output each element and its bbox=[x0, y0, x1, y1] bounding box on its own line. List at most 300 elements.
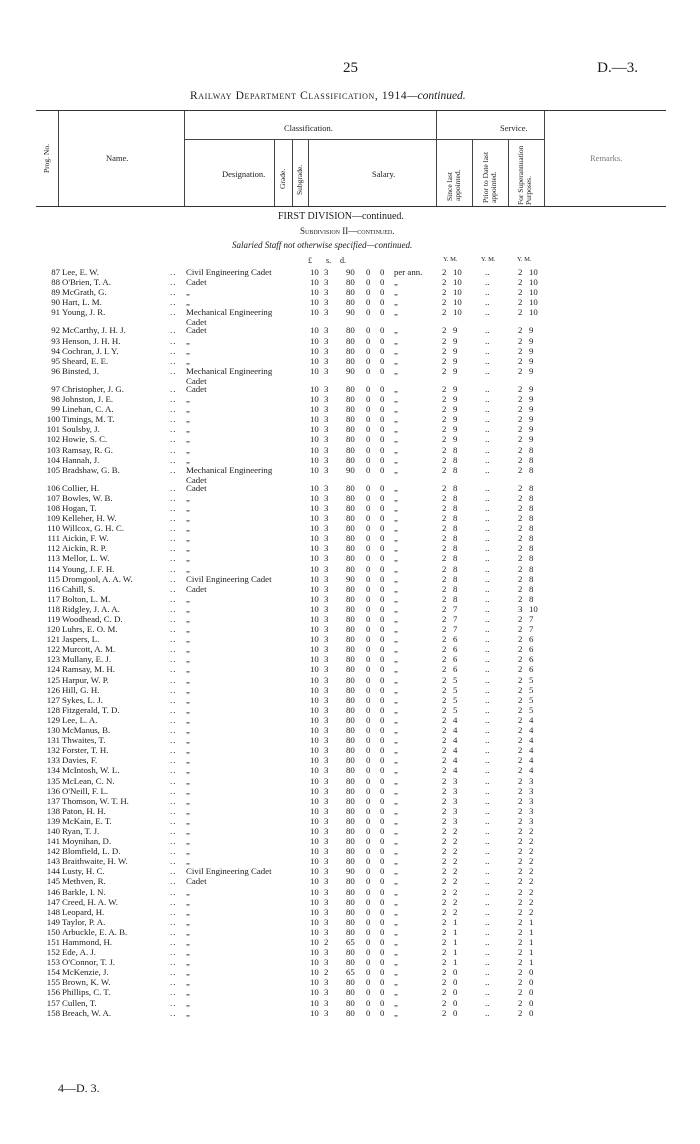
cell-salary-period: „ bbox=[394, 365, 398, 376]
cell-designation: „ bbox=[186, 414, 190, 425]
cell-since-years: 2 bbox=[442, 846, 447, 857]
cell-designation: „ bbox=[186, 735, 190, 746]
cell-prog-no: 126 bbox=[46, 684, 60, 695]
leader-dots: .. bbox=[170, 325, 177, 336]
title-main: Railway Department Classification, 1914 bbox=[190, 90, 408, 102]
cell-super-months: 9 bbox=[529, 355, 534, 366]
cell-prog-no: 153 bbox=[46, 957, 60, 968]
cell-super-months: 6 bbox=[529, 654, 534, 665]
table-row bbox=[0, 766, 700, 776]
cell-salary-shillings: 0 bbox=[366, 267, 371, 277]
cell-since-months: 8 bbox=[453, 444, 458, 455]
cell-name: Aickin, R. P. bbox=[62, 543, 107, 554]
cell-salary-shillings: 0 bbox=[366, 307, 371, 318]
cell-super-years: 2 bbox=[518, 533, 523, 544]
cell-since-months: 10 bbox=[453, 287, 462, 298]
cell-super-months: 1 bbox=[529, 926, 534, 937]
unit-shillings: s. bbox=[326, 256, 332, 265]
cell-name: O'Neill, F. L. bbox=[62, 785, 109, 796]
cell-super-months: 1 bbox=[529, 947, 534, 958]
cell-super-months: 2 bbox=[529, 886, 534, 897]
cell-super-months: 2 bbox=[529, 836, 534, 847]
cell-subgrade: 3 bbox=[324, 634, 329, 645]
cell-subgrade: 3 bbox=[324, 977, 329, 988]
cell-since-years: 2 bbox=[442, 775, 447, 786]
cell-prog-no: 157 bbox=[46, 997, 60, 1008]
cell-since-months: 2 bbox=[453, 896, 458, 907]
leader-dots: .. bbox=[170, 335, 177, 346]
cell-salary-pence: 0 bbox=[380, 906, 385, 917]
cell-salary-period: „ bbox=[394, 926, 398, 937]
cell-subgrade: 3 bbox=[324, 482, 329, 493]
cell-salary-period: „ bbox=[394, 603, 398, 614]
cell-salary-period: „ bbox=[394, 664, 398, 675]
cell-grade: 10 bbox=[310, 694, 319, 705]
cell-designation: „ bbox=[186, 896, 190, 907]
cell-super-months: 4 bbox=[529, 755, 534, 766]
cell-salary-pounds: 80 bbox=[346, 795, 355, 806]
leader-dots: .. bbox=[170, 482, 177, 493]
cell-since-years: 2 bbox=[442, 755, 447, 766]
cell-super-months: 4 bbox=[529, 725, 534, 736]
cell-prog-no: 135 bbox=[46, 775, 60, 786]
cell-grade: 10 bbox=[310, 725, 319, 736]
cell-prog-no: 116 bbox=[47, 583, 60, 594]
cell-prog-no: 124 bbox=[46, 664, 60, 675]
cell-subgrade: 3 bbox=[324, 543, 329, 554]
cell-salary-pence: 0 bbox=[380, 325, 385, 336]
leader-dots: .. bbox=[170, 997, 177, 1008]
cell-salary-shillings: 0 bbox=[366, 815, 371, 826]
cell-salary-pence: 0 bbox=[380, 634, 385, 645]
cell-prog-no: 113 bbox=[47, 553, 60, 564]
cell-salary-pounds: 80 bbox=[346, 502, 355, 513]
cell-salary-pence: 0 bbox=[380, 644, 385, 655]
cell-since-years: 2 bbox=[442, 765, 447, 776]
cell-since-months: 8 bbox=[453, 543, 458, 554]
cell-salary-pounds: 80 bbox=[346, 704, 355, 715]
cell-salary-pounds: 80 bbox=[346, 836, 355, 847]
cell-name: Thomson, W. T. H. bbox=[62, 795, 129, 806]
leader-dots: .. bbox=[170, 795, 177, 806]
cell-salary-shillings: 0 bbox=[366, 523, 371, 534]
leader-dots: .. bbox=[170, 533, 177, 544]
cell-salary-period: „ bbox=[394, 725, 398, 736]
cell-prior-years: .. bbox=[485, 745, 490, 756]
cell-name: Binsted, J. bbox=[62, 365, 99, 376]
leader-dots: .. bbox=[170, 926, 177, 937]
cell-since-months: 9 bbox=[453, 345, 458, 356]
cell-since-years: 2 bbox=[442, 287, 447, 298]
cell-prog-no: 131 bbox=[46, 735, 60, 746]
cell-since-years: 2 bbox=[442, 836, 447, 847]
cell-subgrade: 3 bbox=[324, 997, 329, 1008]
cell-prog-no: 105 bbox=[46, 464, 60, 475]
cell-subgrade: 3 bbox=[324, 765, 329, 776]
cell-super-years: 2 bbox=[518, 664, 523, 675]
cell-salary-pounds: 80 bbox=[346, 383, 355, 394]
cell-super-months: 7 bbox=[529, 624, 534, 635]
cell-prior-years: .. bbox=[485, 345, 490, 356]
cell-since-months: 1 bbox=[453, 937, 458, 947]
cell-salary-pounds: 80 bbox=[346, 775, 355, 786]
cell-salary-period: „ bbox=[394, 523, 398, 534]
cell-since-months: 4 bbox=[453, 765, 458, 776]
cell-salary-shillings: 0 bbox=[366, 563, 371, 574]
unit-pence: d. bbox=[340, 256, 346, 265]
cell-name: Leopard, H. bbox=[62, 906, 105, 917]
cell-since-years: 2 bbox=[442, 735, 447, 746]
cell-super-years: 2 bbox=[518, 454, 523, 465]
cell-salary-pounds: 80 bbox=[346, 533, 355, 544]
cell-name: Phillips, C. T. bbox=[62, 987, 111, 998]
cell-super-months: 5 bbox=[529, 694, 534, 705]
cell-grade: 10 bbox=[310, 846, 319, 857]
cell-since-months: 8 bbox=[453, 492, 458, 503]
cell-prog-no: 128 bbox=[46, 704, 60, 715]
cell-designation: „ bbox=[186, 836, 190, 847]
cell-salary-pence: 0 bbox=[380, 335, 385, 346]
cell-grade: 10 bbox=[310, 614, 319, 624]
cell-designation: „ bbox=[186, 624, 190, 635]
cell-salary-shillings: 0 bbox=[366, 513, 371, 524]
cell-prog-no: 92 bbox=[51, 325, 60, 336]
cell-since-months: 0 bbox=[453, 997, 458, 1008]
cell-grade: 10 bbox=[310, 836, 319, 847]
cell-since-months: 2 bbox=[453, 846, 458, 857]
cell-name: Ryan, T. J. bbox=[62, 825, 100, 836]
table-header bbox=[36, 110, 666, 207]
cell-subgrade: 3 bbox=[324, 947, 329, 958]
cell-since-months: 0 bbox=[453, 987, 458, 998]
cell-grade: 10 bbox=[310, 414, 319, 425]
cell-salary-period: „ bbox=[394, 573, 398, 584]
cell-salary-period: „ bbox=[394, 513, 398, 524]
cell-since-months: 6 bbox=[453, 644, 458, 655]
header-prog-no: Prog. No. bbox=[42, 144, 51, 173]
cell-designation: „ bbox=[186, 523, 190, 534]
cell-salary-pounds: 80 bbox=[346, 297, 355, 308]
cell-super-months: 3 bbox=[529, 805, 534, 816]
cell-salary-shillings: 0 bbox=[366, 593, 371, 604]
cell-since-months: 8 bbox=[453, 502, 458, 513]
table-row bbox=[0, 435, 700, 445]
cell-prior-years: .. bbox=[485, 513, 490, 524]
cell-designation: „ bbox=[186, 997, 190, 1008]
cell-salary-pence: 0 bbox=[380, 593, 385, 604]
cell-salary-pence: 0 bbox=[380, 977, 385, 988]
cell-super-months: 9 bbox=[529, 424, 534, 435]
cell-grade: 10 bbox=[310, 287, 319, 298]
cell-name: Sheard, E. E. bbox=[62, 355, 109, 366]
cell-subgrade: 3 bbox=[324, 714, 329, 725]
cell-since-years: 2 bbox=[442, 345, 447, 356]
cell-name: Soulsby, J. bbox=[62, 424, 100, 435]
cell-salary-period: „ bbox=[394, 307, 398, 318]
cell-designation: „ bbox=[186, 745, 190, 756]
cell-super-years: 2 bbox=[518, 593, 523, 604]
cell-salary-shillings: 0 bbox=[366, 634, 371, 645]
cell-name: Johnston, J. E. bbox=[62, 394, 114, 405]
cell-super-months: 10 bbox=[529, 277, 538, 288]
cell-salary-period: „ bbox=[394, 634, 398, 645]
cell-salary-period: „ bbox=[394, 644, 398, 655]
cell-salary-period: „ bbox=[394, 825, 398, 836]
cell-name: Mellor, L. W. bbox=[62, 553, 110, 564]
cell-super-years: 2 bbox=[518, 896, 523, 907]
cell-since-months: 1 bbox=[453, 957, 458, 968]
cell-salary-shillings: 0 bbox=[366, 896, 371, 907]
cell-super-months: 8 bbox=[529, 553, 534, 564]
cell-subgrade: 3 bbox=[324, 876, 329, 887]
cell-salary-period: „ bbox=[394, 997, 398, 1008]
cell-grade: 10 bbox=[310, 267, 319, 277]
cell-salary-pounds: 80 bbox=[346, 987, 355, 998]
cell-salary-period: „ bbox=[394, 563, 398, 574]
leader-dots: .. bbox=[170, 957, 177, 968]
cell-super-months: 10 bbox=[529, 287, 538, 298]
cell-super-months: 6 bbox=[529, 664, 534, 675]
cell-prog-no: 150 bbox=[46, 926, 60, 937]
header-superannuation: For Superannuation Purposes. bbox=[516, 145, 533, 205]
cell-designation: Mechanical Engineering bbox=[186, 307, 273, 318]
cell-prior-years: .. bbox=[485, 603, 490, 614]
cell-subgrade: 3 bbox=[324, 603, 329, 614]
cell-super-years: 2 bbox=[518, 745, 523, 756]
cell-since-years: 2 bbox=[442, 815, 447, 826]
cell-salary-period: „ bbox=[394, 624, 398, 635]
cell-name: Young, J. R. bbox=[62, 307, 106, 318]
cell-prior-years: .. bbox=[485, 765, 490, 776]
cell-salary-period: „ bbox=[394, 383, 398, 394]
cell-salary-pounds: 80 bbox=[346, 644, 355, 655]
cell-salary-period: „ bbox=[394, 836, 398, 847]
cell-subgrade: 3 bbox=[324, 886, 329, 897]
cell-super-years: 2 bbox=[518, 553, 523, 564]
cell-prog-no: 114 bbox=[47, 563, 60, 574]
leader-dots: .. bbox=[170, 987, 177, 998]
unit-ym-super: Y. M. bbox=[517, 256, 532, 263]
cell-prior-years: .. bbox=[485, 856, 490, 867]
cell-salary-shillings: 0 bbox=[366, 654, 371, 665]
cell-salary-pounds: 80 bbox=[346, 735, 355, 746]
cell-salary-pounds: 90 bbox=[346, 866, 355, 877]
cell-since-years: 2 bbox=[442, 444, 447, 455]
cell-salary-period: „ bbox=[394, 287, 398, 298]
leader-dots: .. bbox=[170, 805, 177, 816]
cell-super-years: 2 bbox=[518, 444, 523, 455]
cell-salary-period: „ bbox=[394, 434, 398, 445]
cell-salary-pence: 0 bbox=[380, 987, 385, 998]
cell-since-years: 2 bbox=[442, 694, 447, 705]
cell-salary-period: „ bbox=[394, 886, 398, 897]
cell-designation: „ bbox=[186, 987, 190, 998]
cell-super-months: 2 bbox=[529, 896, 534, 907]
leader-dots: .. bbox=[170, 492, 177, 503]
cell-salary-pence: 0 bbox=[380, 674, 385, 685]
cell-subgrade: 3 bbox=[324, 533, 329, 544]
leader-dots: .. bbox=[170, 846, 177, 857]
cell-prior-years: .. bbox=[485, 947, 490, 958]
cell-subgrade: 3 bbox=[324, 404, 329, 415]
cell-super-years: 2 bbox=[518, 735, 523, 746]
cell-salary-pence: 0 bbox=[380, 694, 385, 705]
cell-salary-pence: 0 bbox=[380, 785, 385, 796]
cell-since-months: 9 bbox=[453, 434, 458, 445]
cell-salary-period: „ bbox=[394, 454, 398, 465]
cell-designation: „ bbox=[186, 906, 190, 917]
cell-name: Davies, F. bbox=[62, 755, 98, 766]
cell-salary-pence: 0 bbox=[380, 725, 385, 736]
leader-dots: .. bbox=[170, 404, 177, 415]
cell-since-years: 2 bbox=[442, 583, 447, 594]
cell-prog-no: 118 bbox=[47, 603, 60, 614]
cell-grade: 10 bbox=[310, 684, 319, 695]
cell-subgrade: 3 bbox=[324, 454, 329, 465]
cell-prior-years: .. bbox=[485, 482, 490, 493]
cell-designation: „ bbox=[186, 553, 190, 564]
cell-salary-pence: 0 bbox=[380, 886, 385, 897]
cell-since-months: 3 bbox=[453, 785, 458, 796]
cell-since-months: 1 bbox=[453, 916, 458, 927]
leader-dots: .. bbox=[170, 454, 177, 465]
cell-grade: 10 bbox=[310, 704, 319, 715]
cell-salary-pence: 0 bbox=[380, 624, 385, 635]
cell-super-months: 4 bbox=[529, 765, 534, 776]
cell-prior-years: .. bbox=[485, 533, 490, 544]
cell-super-months: 10 bbox=[529, 297, 538, 308]
cell-since-years: 2 bbox=[442, 404, 447, 415]
cell-designation: Cadet bbox=[186, 325, 207, 336]
cell-prior-years: .. bbox=[485, 1007, 490, 1018]
cell-salary-shillings: 0 bbox=[366, 404, 371, 415]
cell-salary-pence: 0 bbox=[380, 583, 385, 594]
cell-super-months: 1 bbox=[529, 916, 534, 927]
cell-name: Methven, R. bbox=[62, 876, 106, 887]
cell-name: Blomfield, L. D. bbox=[62, 846, 121, 857]
cell-super-years: 2 bbox=[518, 414, 523, 425]
cell-since-years: 2 bbox=[442, 335, 447, 346]
cell-subgrade: 3 bbox=[324, 846, 329, 857]
cell-prior-years: .. bbox=[485, 307, 490, 318]
division-heading: FIRST DIVISION—continued. bbox=[278, 211, 404, 222]
leader-dots: .. bbox=[170, 355, 177, 366]
cell-salary-period: „ bbox=[394, 335, 398, 346]
cell-grade: 10 bbox=[310, 977, 319, 988]
cell-prog-no: 140 bbox=[46, 825, 60, 836]
cell-since-months: 2 bbox=[453, 836, 458, 847]
leader-dots: .. bbox=[170, 866, 177, 877]
header-designation: Designation. bbox=[222, 169, 266, 179]
cell-salary-pounds: 80 bbox=[346, 684, 355, 695]
cell-designation: „ bbox=[186, 977, 190, 988]
cell-since-years: 2 bbox=[442, 383, 447, 394]
cell-grade: 10 bbox=[310, 533, 319, 544]
cell-prior-years: .. bbox=[485, 937, 490, 947]
cell-prior-years: .. bbox=[485, 543, 490, 554]
cell-since-years: 2 bbox=[442, 785, 447, 796]
cell-prog-no: 134 bbox=[46, 765, 60, 776]
cell-subgrade: 3 bbox=[324, 297, 329, 308]
cell-since-months: 9 bbox=[453, 365, 458, 376]
cell-salary-pence: 0 bbox=[380, 775, 385, 786]
cell-designation: „ bbox=[186, 513, 190, 524]
cell-super-years: 2 bbox=[518, 765, 523, 776]
cell-super-months: 1 bbox=[529, 937, 534, 947]
unit-pounds: £ bbox=[308, 256, 312, 265]
cell-salary-pounds: 80 bbox=[346, 414, 355, 425]
cell-designation: „ bbox=[186, 664, 190, 675]
cell-subgrade: 3 bbox=[324, 267, 329, 277]
cell-super-years: 2 bbox=[518, 997, 523, 1008]
cell-super-years: 2 bbox=[518, 704, 523, 715]
cell-salary-shillings: 0 bbox=[366, 745, 371, 756]
leader-dots: .. bbox=[170, 916, 177, 927]
unit-ym-since: Y. M. bbox=[443, 256, 458, 263]
cell-since-years: 2 bbox=[442, 886, 447, 897]
cell-grade: 10 bbox=[310, 454, 319, 465]
cell-prior-years: .. bbox=[485, 593, 490, 604]
cell-designation: „ bbox=[186, 775, 190, 786]
cell-prog-no: 145 bbox=[46, 876, 60, 887]
leader-dots: .. bbox=[170, 603, 177, 614]
cell-since-months: 6 bbox=[453, 664, 458, 675]
cell-subgrade: 3 bbox=[324, 394, 329, 405]
cell-salary-shillings: 0 bbox=[366, 805, 371, 816]
cell-grade: 10 bbox=[310, 444, 319, 455]
cell-since-years: 2 bbox=[442, 603, 447, 614]
cell-super-years: 2 bbox=[518, 714, 523, 725]
cell-name: McLean, C. N. bbox=[62, 775, 115, 786]
cell-designation: „ bbox=[186, 825, 190, 836]
leader-dots: .. bbox=[170, 644, 177, 655]
cell-designation: „ bbox=[186, 856, 190, 867]
cell-name: McManus, B. bbox=[62, 725, 111, 736]
cell-salary-shillings: 0 bbox=[366, 573, 371, 584]
cell-prog-no: 136 bbox=[46, 785, 60, 796]
cell-prior-years: .. bbox=[485, 454, 490, 465]
cell-salary-pence: 0 bbox=[380, 345, 385, 356]
unit-ym-prior: Y. M. bbox=[481, 256, 496, 263]
cell-salary-period: „ bbox=[394, 674, 398, 685]
cell-grade: 10 bbox=[310, 916, 319, 927]
cell-salary-shillings: 0 bbox=[366, 365, 371, 376]
cell-designation: Cadet bbox=[186, 482, 207, 493]
cell-prog-no: 123 bbox=[46, 654, 60, 665]
cell-grade: 10 bbox=[310, 714, 319, 725]
cell-salary-period: „ bbox=[394, 543, 398, 554]
cell-designation: „ bbox=[186, 725, 190, 736]
staff-heading: Salaried Staff not otherwise specified—continued. bbox=[232, 240, 413, 250]
cell-super-months: 9 bbox=[529, 434, 534, 445]
cell-salary-period: „ bbox=[394, 906, 398, 917]
cell-salary-pence: 0 bbox=[380, 404, 385, 415]
cell-prog-no: 155 bbox=[46, 977, 60, 988]
cell-subgrade: 3 bbox=[324, 444, 329, 455]
cell-salary-pounds: 90 bbox=[346, 365, 355, 376]
cell-since-months: 5 bbox=[453, 704, 458, 715]
cell-subgrade: 3 bbox=[324, 654, 329, 665]
cell-since-years: 2 bbox=[442, 795, 447, 806]
cell-prog-no: 106 bbox=[46, 482, 60, 493]
cell-name: Jaspers, L. bbox=[62, 634, 100, 645]
cell-name: Arbuckle, E. A. B. bbox=[62, 926, 128, 937]
cell-salary-shillings: 0 bbox=[366, 335, 371, 346]
cell-salary-pounds: 80 bbox=[346, 287, 355, 298]
cell-since-years: 2 bbox=[442, 906, 447, 917]
cell-salary-pence: 0 bbox=[380, 287, 385, 298]
cell-super-months: 1 bbox=[529, 957, 534, 968]
